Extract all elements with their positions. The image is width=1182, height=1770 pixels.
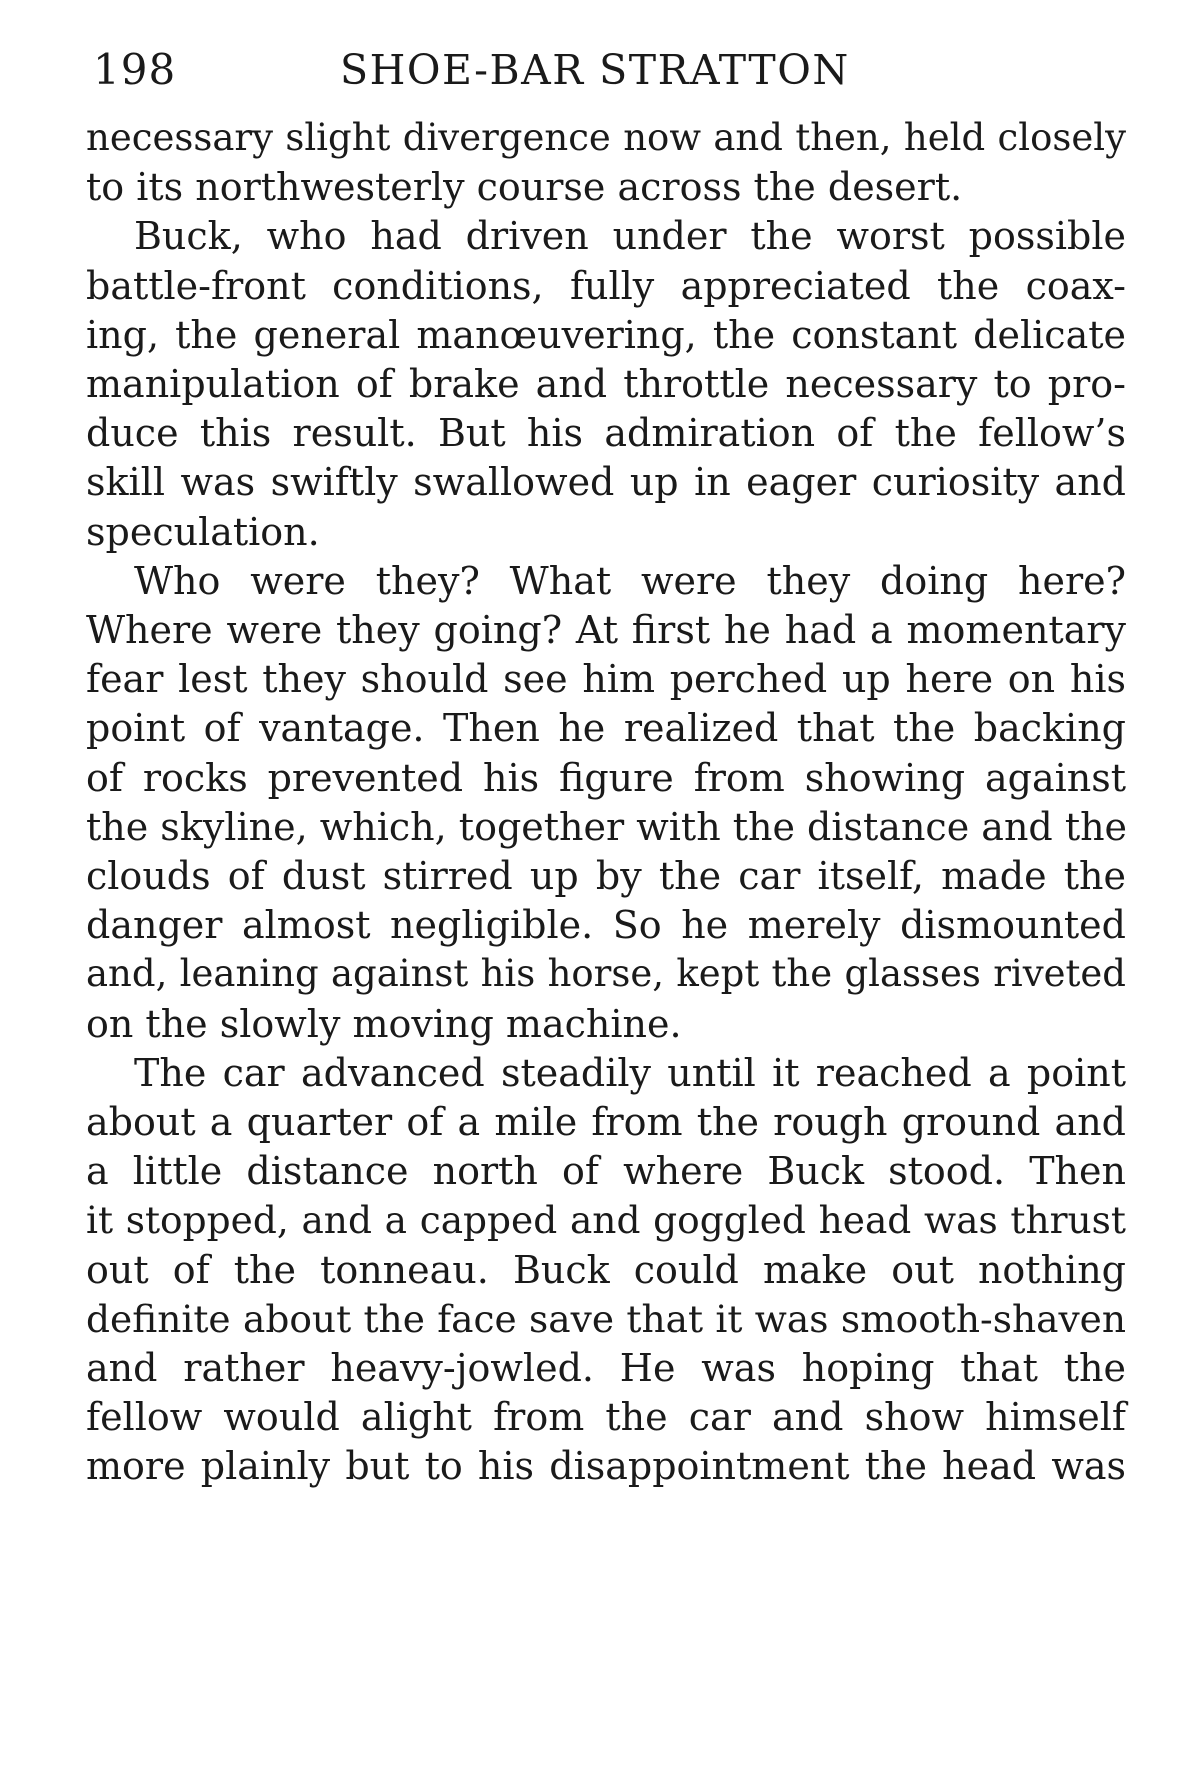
text-line: Where were they going? At first he had a momentary (86, 608, 1126, 652)
text-line: battle-front conditions, fully appreciated the coax- (86, 263, 1126, 308)
text-line: manipulation of brake and throttle necessary to pro- (86, 362, 1126, 406)
text-line: more plainly but to his disappointment the head was (86, 1444, 1126, 1489)
text-line: ing, the general manœuvering, the constant delicate (86, 312, 1126, 357)
text-line: fellow would alight from the car and show himself (86, 1395, 1126, 1440)
page-number: 198 (93, 45, 177, 94)
running-title: SHOE-BAR STRATTON (340, 46, 850, 94)
text-line: fear lest they should see him perched up here on his (86, 657, 1126, 702)
text-line: Who were they? What were they doing here? (134, 558, 1126, 603)
text-line: The car advanced steadily until it reached a point (134, 1050, 1126, 1095)
text-line: necessary slight divergence now and then, held closely (86, 116, 1126, 159)
text-line: and rather heavy-jowled. He was hoping that the (86, 1346, 1126, 1390)
text-line: about a quarter of a mile from the rough ground and (86, 1100, 1126, 1144)
text-line: a little distance north of where Buck stood. Then (86, 1149, 1126, 1194)
text-line: out of the tonneau. Buck could make out nothing (86, 1247, 1126, 1292)
text-line: on the slowly moving machine. (86, 1001, 682, 1046)
text-line: to its northwesterly course across the desert. (86, 165, 963, 210)
text-line: Buck, who had driven under the worst possible (134, 214, 1126, 259)
text-line: point of vantage. Then he realized that the backing (86, 706, 1126, 751)
text-line: clouds of dust stirred up by the car itself, made the (86, 854, 1126, 898)
text-line: and, leaning against his horse, kept the glasses riveted (86, 952, 1126, 996)
text-line: danger almost negligible. So he merely dismounted (86, 903, 1126, 948)
text-line: the skyline, which, together with the distance and the (86, 804, 1128, 849)
text-line: definite about the face save that it was smooth-shaven (86, 1296, 1126, 1341)
text-line: of rocks prevented his figure from showing against (86, 755, 1126, 800)
text-line: duce this result. But his admiration of the fellow’s (86, 411, 1126, 456)
text-line: skill was swiftly swallowed up in eager curiosity and (86, 460, 1126, 505)
running-head (0, 40, 1182, 100)
text-line: speculation. (86, 509, 320, 554)
text-line: it stopped, and a capped and goggled head was thrust (86, 1198, 1126, 1243)
